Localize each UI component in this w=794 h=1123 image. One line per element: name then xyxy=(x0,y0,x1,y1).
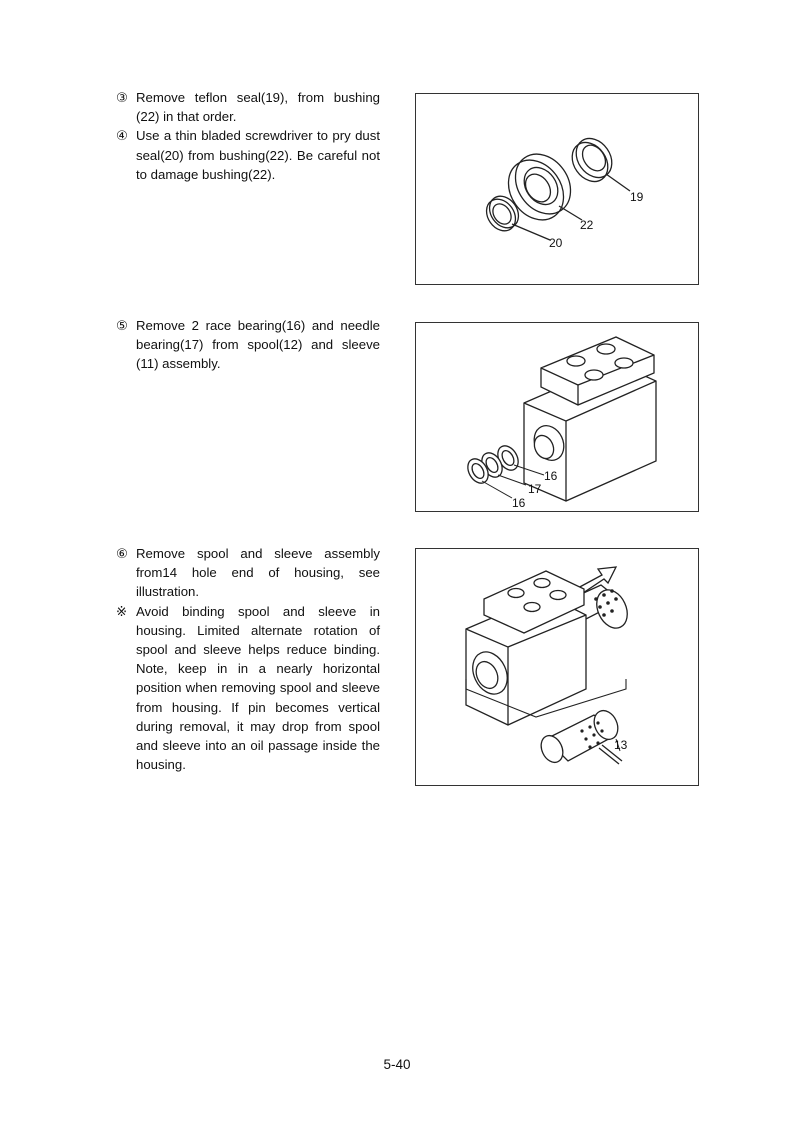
figure-spool-removal xyxy=(415,548,699,786)
callout-label: 20 xyxy=(549,236,563,250)
callout-label: 17 xyxy=(528,482,542,496)
instruction-text: Remove 2 race bearing(16) and needle bearing(17) from spool(12) and sleeve (11) assembly. xyxy=(136,318,380,372)
callout-label: 16 xyxy=(544,469,558,483)
step-block-1 xyxy=(116,88,380,184)
instruction-text: Remove spool and sleeve assembly from14 hole end of housing, see illustration. xyxy=(136,546,380,600)
instruction-text: Use a thin bladed screwdriver to pry dust seal(20) from bushing(22). Be careful not to damage bushing(22). xyxy=(136,128,380,182)
step-block-3 xyxy=(116,544,380,774)
note-text: Avoid binding spool and sleeve in housing. Limited alternate rotation of spool and sleeve helps reduce binding. Note, keep in in a nearly horizontal position when removing spool and sleeve from housing. If pin becomes vertical during removal, it may drop from spool and sleeve into an oil passage inside the housing. xyxy=(136,603,380,773)
note-marker: ※ xyxy=(116,603,128,619)
spool-sleeve-removal-illustration xyxy=(416,549,698,785)
instruction-item xyxy=(116,316,380,374)
step-block-2 xyxy=(116,316,380,374)
step-number-marker: ③ xyxy=(116,90,128,105)
instruction-text: Remove teflon seal(19), from bushing (22) in that order. xyxy=(136,90,380,125)
seals-exploded-illustration xyxy=(416,94,698,284)
page-number: 5-40 xyxy=(383,1057,411,1072)
figure-seals-bushing xyxy=(415,93,699,285)
step-number-marker: ⑥ xyxy=(116,546,128,561)
bearing-removal-illustration xyxy=(416,323,698,511)
instruction-item xyxy=(116,88,380,126)
instruction-item xyxy=(116,126,380,184)
instruction-item xyxy=(116,544,380,602)
note-item xyxy=(116,602,380,775)
callout-label: 22 xyxy=(580,218,594,232)
callout-label: 19 xyxy=(630,190,644,204)
step-number-marker: ⑤ xyxy=(116,318,128,333)
figure-bearings xyxy=(415,322,699,512)
callout-label: 16 xyxy=(512,496,526,510)
step-number-marker: ④ xyxy=(116,128,128,144)
callout-label: 13 xyxy=(614,738,628,752)
